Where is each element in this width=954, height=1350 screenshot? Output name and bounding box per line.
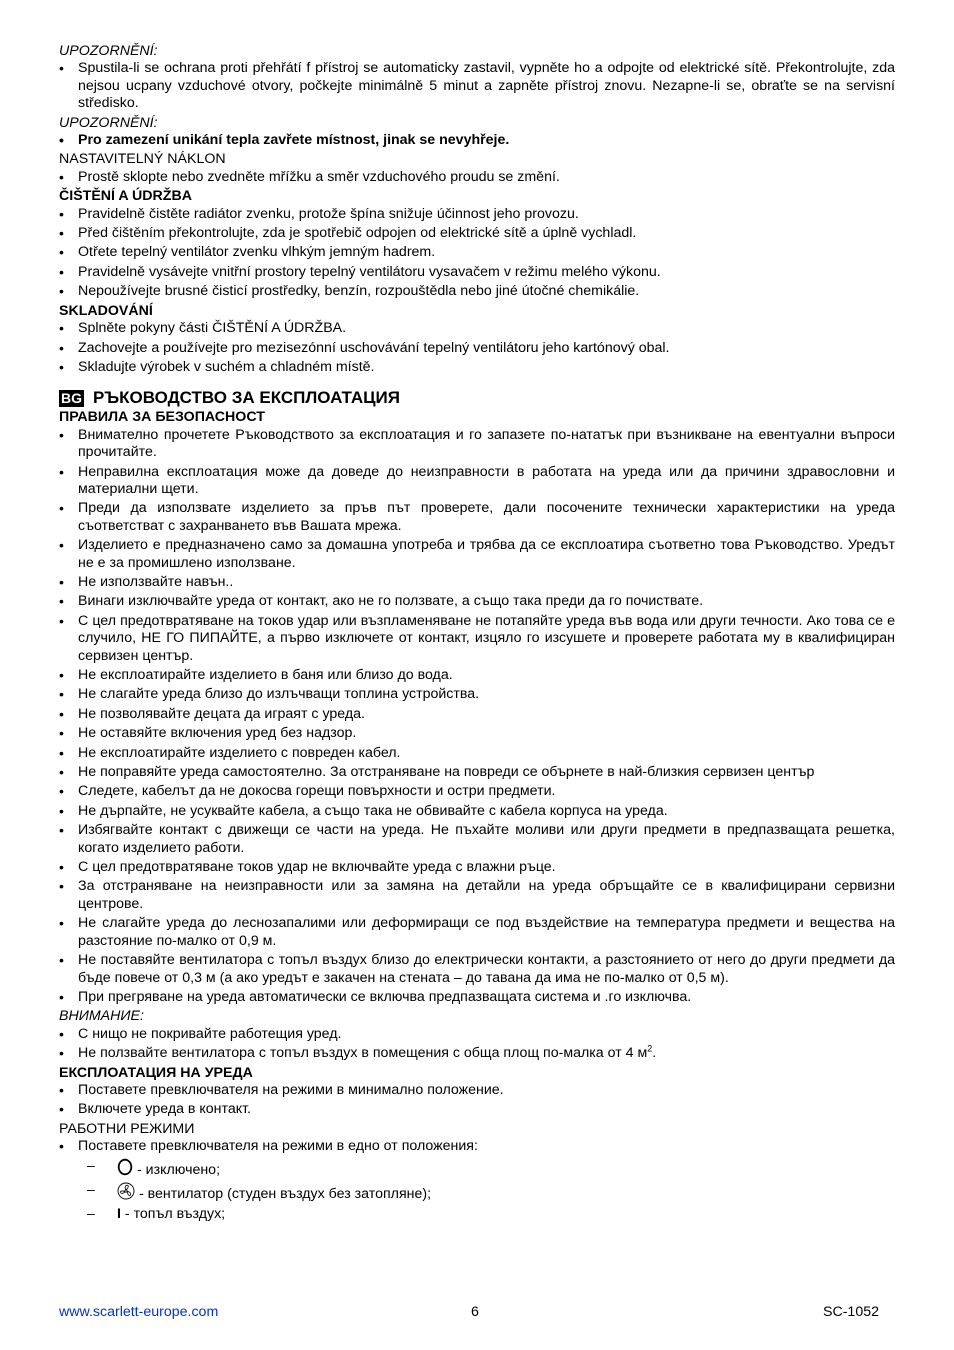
list-item: • Pro zamezení unikání tepla zavřete místnost, jinak se nevyhřeje.	[59, 132, 895, 149]
list-item: • Не оставяйте включения уред без надзор.	[59, 725, 895, 742]
list-item: • Не слагайте уреда до леснозапалими или деформиращи се под въздействие на температура предмети и вещества на разстояние по-малко от 0,9 м.	[59, 915, 895, 950]
list-item: • С нищо не покривайте работещия уред.	[59, 1026, 895, 1043]
area-text-end: .	[652, 1045, 657, 1062]
list-item: • Před čištěním překontrolujte, zda je spotřebič odpojen od elektrické sítě a úplně vychladl.	[59, 225, 895, 242]
list-item: • С цел предотвратяване токов удар не включвайте уреда с влажни ръце.	[59, 859, 895, 876]
bg-operation-heading: ЕКСПЛОАТАЦИЯ НА УРЕДА	[59, 1064, 253, 1081]
list-item: • Spustila-li se ochrana proti přehřátí f přístroj se automaticky zastavil, vypněte ho a odpojte od elektrické sítě. Překontrolujte, zda nejsou ucpany vzduchové otvory, počkejte minimálně 5 minut a zapněte přístroj znovu. Nezapne-li se, obraťte se na servisní středisko.	[59, 60, 895, 112]
cz-storage-heading: SKLADOVÁNÍ	[59, 302, 153, 319]
cz-tilt-heading: NASTAVITELNÝ NÁKLON	[59, 151, 226, 168]
list-item: • Винаги изключвайте уреда от контакт, ако не го ползвате, а също така преди да го почиствате.	[59, 593, 895, 610]
list-item: • Не експлоатирайте изделието в баня или близо до вода.	[59, 667, 895, 684]
list-item: • Преди да използвате изделието за пръв път проверете, дали посочените технически характеристики на уреда съответстват с захранването във Вашата мрежа.	[59, 500, 895, 535]
area-superscript: 2	[647, 1043, 653, 1054]
list-item: • Splněte pokyny části ČIŠTĚNÍ A ÚDRŽBA.	[59, 320, 895, 337]
bg-modes-intro-list	[59, 1138, 895, 1155]
cz-storage-list	[59, 320, 895, 376]
list-item: • Следете, кабелът да не докосва горещи повърхности и остри предмети.	[59, 783, 895, 800]
page-footer	[59, 1304, 879, 1322]
list-item: • Zachovejte a používejte pro mezisezónní uschovávání tepelný ventilátoru jeho kartónový obal.	[59, 340, 895, 357]
list-item: • Не позволявайте децата да играят с уреда.	[59, 706, 895, 723]
bg-safety-list	[59, 427, 895, 1007]
list-item: • Избягвайте контакт с движещи се части на уреда. Не пъхайте моливи или други предмети в предпазващата решетка, когато изделието работи.	[59, 822, 895, 857]
off-circle-icon	[117, 1158, 133, 1181]
list-item: • Не поправяйте уреда самостоятелно. За отстраняване на повреди се обърнете в най-близкия сервизен център	[59, 764, 895, 781]
list-item: • Не използвайте навън..	[59, 574, 895, 591]
list-item: • Поставете превключвателя на режими в минимално положение.	[59, 1082, 895, 1099]
cz-tilt-list	[59, 169, 895, 186]
list-item: • Не експлоатирайте изделието с повреден кабел.	[59, 745, 895, 762]
list-item: • Не слагайте уреда близо до излъчващи топлина устройства.	[59, 686, 895, 703]
cz-warning-2-label: UPOZORNĚNÍ:	[59, 114, 158, 131]
bg-operation-list	[59, 1082, 895, 1119]
bg-attention-label: ВНИМАНИЕ:	[59, 1008, 144, 1025]
area-text: Не ползвайте вентилатора с топъл въздух в помещения с обща площ по-малка от 4 м	[78, 1045, 648, 1062]
list-item: • Не поставяйте вентилатора с топъл въздух близо до електрически контакти, а разстоянието от него до други предмети да бъде повече от 0,3 м (а ако уредът е закачен на стената – до тавана да има не по-малко от 0,5 м).	[59, 952, 895, 987]
bg-manual-title: РЪКОВОДСТВО ЗА ЕКСПЛОАТАЦИЯ	[93, 388, 400, 408]
model-number: SC-1052	[823, 1304, 879, 1320]
cz-warning-1-list	[59, 60, 895, 112]
fan-icon	[117, 1182, 135, 1205]
mode-heat-text: - топъл въздух;	[124, 1206, 226, 1223]
list-item: • Pravidelně čistěte radiátor zvenku, protože špína snižuje účinnost jeho provozu.	[59, 206, 895, 223]
mode-fan-text: - вентилатор (студен въздух без затопляне);	[139, 1185, 432, 1202]
list-item: • Включете уреда в контакт.	[59, 1101, 895, 1118]
list-item: • Не дърпайте, не усуквайте кабела, а също така не обвивайте с кабела корпуса на уреда.	[59, 803, 895, 820]
list-item: • С цел предотвратяване на токов удар или възпламеняване не потапяйте уреда във вода или други течности. Ако това се е случило, НЕ ГО ПИПАЙТЕ, а първо изключете от контакт, изцяло го изсушете и проверете работата му в квалифициран сервизен център.	[59, 613, 895, 665]
cz-warning-1-label: UPOZORNĚNÍ:	[59, 43, 158, 59]
list-item: • При прегряване на уреда автоматически се включва предпазващата система и .го изключва.	[59, 989, 895, 1006]
list-item: • Pravidelně vysávejte vnitřní prostory tepelný ventilátoru vysavačem v režimu melého výkonu.	[59, 264, 895, 281]
cz-cleaning-heading: ČIŠTĚNÍ A ÚDRŽBA	[59, 188, 192, 205]
website-link[interactable]: www.scarlett-europe.com	[59, 1304, 219, 1320]
list-item: • Nepoužívejte brusné čisticí prostředky, benzín, rozpouštědla nebo jiné útočné chemikálie.	[59, 283, 895, 300]
mode-off	[87, 1158, 895, 1181]
bg-modes-heading: РАБОТНИ РЕЖИМИ	[59, 1120, 195, 1137]
list-item: • Внимателно прочетете Ръководството за експлоатация и го запазете по-нататък при възникване на евентуални въпроси прочитайте.	[59, 427, 895, 462]
language-badge: BG	[61, 389, 82, 406]
list-item: • Otřete tepelný ventilátor zvenku vlhkým jemným hadrem.	[59, 244, 895, 261]
list-item-area	[59, 1045, 895, 1062]
bg-section-title	[59, 388, 895, 408]
list-item: • Prostě sklopte nebo zvedněte mřížku a směr vzduchového proudu se změní.	[59, 169, 895, 186]
list-item: • Поставете превключвателя на режими в едно от положения:	[59, 1138, 895, 1155]
heat-one-icon: I	[117, 1206, 121, 1223]
mode-fan	[87, 1182, 895, 1205]
list-item: • Изделието е предназначено само за домашна употреба и трябва да се експлоатира съответно това Ръководство. Уредът не е за промишлено използване.	[59, 537, 895, 572]
list-item: • Skladujte výrobek v suchém a chladném místě.	[59, 359, 895, 376]
page-number: 6	[471, 1304, 479, 1320]
cz-warning-2-list	[59, 132, 895, 149]
list-item: • За отстраняване на неизправности или за замяна на детайли на уреда обръщайте се в квалифицирани сервизни центрове.	[59, 878, 895, 913]
cz-cleaning-list	[59, 206, 895, 301]
bg-safety-heading: ПРАВИЛА ЗА БЕЗОПАСНОСТ	[59, 409, 265, 426]
mode-off-text: - изключено;	[137, 1161, 221, 1178]
bg-attention-list	[59, 1026, 895, 1063]
page-content	[59, 43, 895, 1225]
bg-modes-list	[59, 1158, 895, 1224]
mode-heat	[87, 1206, 895, 1223]
list-item: • Неправилна експлоатация може да доведе до неизправности в работата на уреда или да причини здравословни и материални щети.	[59, 464, 895, 499]
